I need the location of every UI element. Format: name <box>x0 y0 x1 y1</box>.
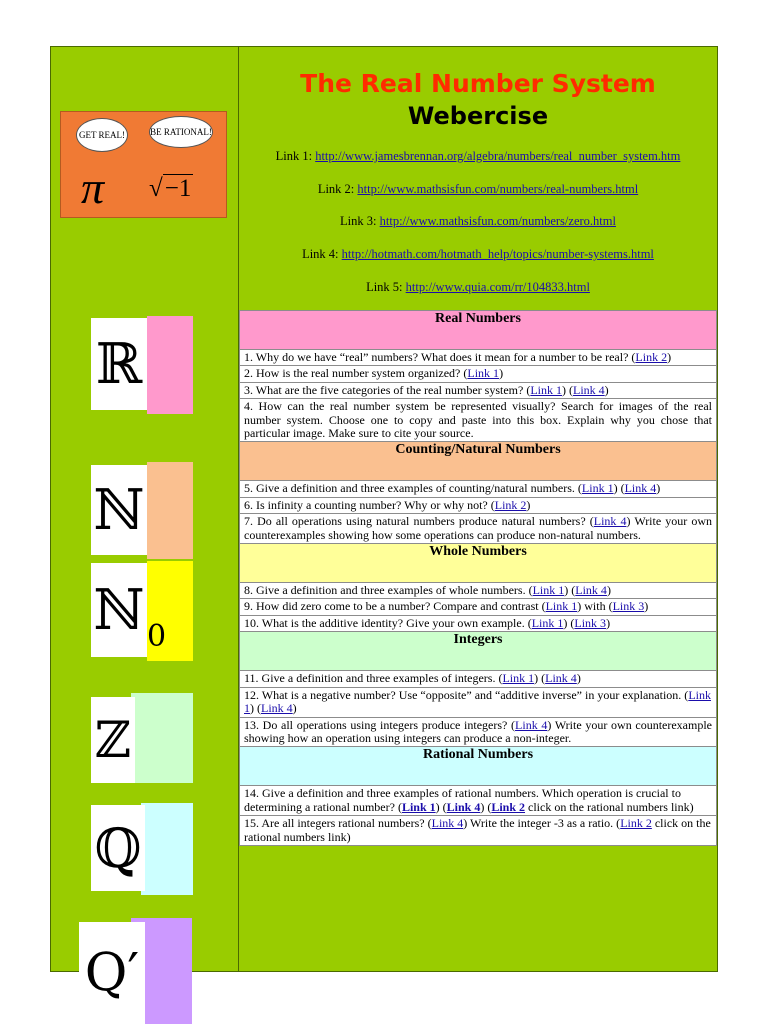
q8-mid: ) ( <box>564 583 576 598</box>
question-13 <box>240 717 717 747</box>
section-real-numbers: Real Numbers <box>240 311 717 350</box>
whole-symbol-box <box>91 563 147 657</box>
irrationals-symbol: Q′ <box>79 922 145 1024</box>
q7-end: ) Write your own counterexamples showing how some operations can produce non-natural numbers. <box>244 514 713 542</box>
q12-text: 12. What is a negative number? Use “opposite” and “additive inverse” in your explanation. ( <box>244 687 689 702</box>
q2-end: ) <box>499 366 504 381</box>
q10-text: 10. What is the additive identity? Give your own example. ( <box>244 615 532 630</box>
q11-link-a[interactable]: Link 1 <box>502 671 535 686</box>
speech-bubble-left <box>76 118 128 152</box>
link-2[interactable]: http://www.mathsisfun.com/numbers/real-numbers.html <box>357 181 639 196</box>
q1-text: 1. Why do we have “real” numbers? What does it mean for a number to be real? ( <box>244 350 636 364</box>
link-1-label: Link 1: <box>275 149 313 163</box>
q14-end: click on the rational numbers link) <box>525 799 694 814</box>
q13-link-a[interactable]: Link 4 <box>515 717 548 732</box>
q8-text: 8. Give a definition and three examples of whole numbers. ( <box>244 583 533 598</box>
speech-left-text: GET REAL! <box>78 130 126 140</box>
q15-end: click on the rational numbers link) <box>244 816 711 844</box>
link-4-row <box>239 246 717 263</box>
link-3[interactable]: http://www.mathsisfun.com/numbers/zero.html <box>379 214 616 229</box>
q2-text: 2. How is the real number system organized? ( <box>244 366 468 381</box>
q8-link-a[interactable]: Link 1 <box>532 583 565 598</box>
link-4[interactable]: http://hotmath.com/hotmath_help/topics/number-systems.html <box>341 247 654 262</box>
q5-text: 5. Give a definition and three examples of counting/natural numbers. ( <box>244 481 582 496</box>
link-4-label: Link 4: <box>302 247 339 262</box>
question-7 <box>240 514 717 544</box>
question-1 <box>240 350 717 366</box>
q11-link-b[interactable]: Link 4 <box>545 671 577 686</box>
q15-link-a[interactable]: Link 4 <box>431 816 464 831</box>
speech-right-text: BE RATIONAL! <box>150 127 212 137</box>
integers-symbol-box <box>91 697 135 783</box>
q10-link-a[interactable]: Link 1 <box>531 615 564 630</box>
link-1[interactable]: http://www.jamesbrennan.org/algebra/numbers/real_number_system.htm <box>315 149 681 163</box>
q6-end: ) <box>526 497 531 512</box>
sidebar <box>51 47 238 971</box>
q15-link-b[interactable]: Link 2 <box>620 816 652 831</box>
q3-mid: ) ( <box>562 382 573 397</box>
q11-mid: ) ( <box>534 671 546 686</box>
q12-link-b[interactable]: Link 4 <box>261 701 293 716</box>
link-2-label: Link 2: <box>317 181 355 196</box>
reals-symbol: ℝ <box>91 318 147 410</box>
section-integers: Integers <box>240 632 717 671</box>
q9-link-a[interactable]: Link 1 <box>545 599 578 614</box>
q4-text: 4. How can the real number system be represented visually? Search for images of the real number system. Choose one to copy and paste into this box. Explain why you chose that particular image. Make sure to cite your source. <box>244 399 712 441</box>
link-3-row <box>239 213 717 230</box>
question-9 <box>240 599 717 615</box>
speech-bubble-right <box>149 116 213 148</box>
link-5-row <box>239 279 717 296</box>
q11-end: ) <box>576 671 581 686</box>
naturals-symbol-box <box>91 465 147 555</box>
q13-text: 13. Do all operations using integers produce integers? ( <box>244 717 516 732</box>
section-rational-numbers: Rational Numbers <box>240 747 717 786</box>
q1-link-a[interactable]: Link 2 <box>635 350 668 364</box>
q1-end: ) <box>667 350 672 364</box>
question-10 <box>240 615 717 631</box>
link-1-row <box>239 148 717 165</box>
question-3 <box>240 382 717 398</box>
q14-link-c[interactable]: Link 2 <box>491 799 526 814</box>
q13-end: ) Write your own counterexample showing how an operation using integers can produce a non-integer. <box>244 717 712 745</box>
q9-mid: ) with ( <box>577 599 613 614</box>
q6-link-a[interactable]: Link 2 <box>494 497 527 512</box>
q5-link-a[interactable]: Link 1 <box>581 481 614 496</box>
question-2 <box>240 366 717 382</box>
link-5[interactable]: http://www.quia.com/rr/104833.html <box>405 279 590 294</box>
sqrt-argument: −1 <box>164 175 192 202</box>
q14-link-b[interactable]: Link 4 <box>446 799 481 814</box>
q12-end: ) <box>292 701 297 716</box>
integers-color-block <box>131 693 193 783</box>
question-4 <box>240 399 717 442</box>
q5-end: ) <box>656 481 661 496</box>
q3-link-a[interactable]: Link 1 <box>530 382 562 397</box>
sqrt-sign: √ <box>149 175 163 202</box>
question-11 <box>240 671 717 687</box>
header <box>239 47 717 310</box>
q9-text: 9. How did zero come to be a number? Compare and contrast ( <box>244 599 546 614</box>
rationals-symbol-box <box>91 805 145 891</box>
q15-text: 15. Are all integers rational numbers? ( <box>244 816 432 831</box>
q9-end: ) <box>644 599 649 614</box>
q7-text: 7. Do all operations using natural numbers produce natural numbers? ( <box>244 514 594 529</box>
q12-link-a[interactable]: Link 1 <box>244 687 711 716</box>
q3-text: 3. What are the five categories of the real number system? ( <box>244 382 531 397</box>
q8-link-b[interactable]: Link 4 <box>575 583 607 598</box>
whole-subscript: 0 <box>147 619 167 654</box>
q3-end: ) <box>604 382 609 397</box>
section-whole-numbers: Whole Numbers <box>240 544 717 583</box>
sqrt-expression <box>149 174 193 204</box>
main-content <box>238 47 717 971</box>
question-6 <box>240 497 717 513</box>
naturals-symbol: ℕ <box>91 465 147 555</box>
link-3-label: Link 3: <box>340 214 377 229</box>
q9-link-b[interactable]: Link 3 <box>612 599 645 614</box>
worksheet-page <box>50 46 718 972</box>
question-15 <box>240 816 717 846</box>
link-5-label: Link 5: <box>366 279 403 294</box>
q10-mid: ) ( <box>563 615 575 630</box>
rationals-color-block <box>141 803 193 895</box>
link-list <box>239 148 717 296</box>
q12-mid: ) ( <box>250 701 261 716</box>
q14-link-a[interactable]: Link 1 <box>401 799 436 814</box>
naturals-color-block <box>147 462 193 559</box>
page-subtitle: Webercise <box>407 102 549 130</box>
q2-link-a[interactable]: Link 1 <box>467 366 500 381</box>
get-real-logo <box>60 111 227 218</box>
q5-mid: ) ( <box>613 481 625 496</box>
section-counting-numbers: Counting/Natural Numbers <box>240 442 717 481</box>
rationals-symbol: ℚ <box>91 805 145 891</box>
pi-symbol: π <box>81 162 105 213</box>
q14-mid: ) ( <box>435 799 447 814</box>
question-table <box>239 310 717 846</box>
page-title: The Real Number System <box>300 69 656 98</box>
q11-text: 11. Give a definition and three examples of integers. ( <box>244 671 503 686</box>
integers-symbol: ℤ <box>91 697 135 783</box>
q14-mid2: ) ( <box>480 799 492 814</box>
question-12 <box>240 687 717 717</box>
question-5 <box>240 481 717 497</box>
q10-end: ) <box>606 615 611 630</box>
link-2-row <box>239 181 717 198</box>
q7-link-a[interactable]: Link 4 <box>593 514 627 529</box>
q14-text: 14. Give a definition and three examples of rational numbers. Which operation is crucial to determining a rational number? ( <box>244 786 681 814</box>
q15-mid: ) Write the integer -3 as a ratio. ( <box>463 816 621 831</box>
whole-symbol: ℕ <box>91 563 147 657</box>
q3-link-b[interactable]: Link 4 <box>573 382 605 397</box>
q6-text: 6. Is infinity a counting number? Why or why not? ( <box>244 497 495 512</box>
reals-color-block <box>147 316 193 414</box>
question-14 <box>240 786 717 816</box>
reals-symbol-box <box>91 318 147 410</box>
q10-link-b[interactable]: Link 3 <box>574 615 607 630</box>
q8-end: ) <box>606 583 611 598</box>
question-8 <box>240 583 717 599</box>
q5-link-b[interactable]: Link 4 <box>624 481 657 496</box>
